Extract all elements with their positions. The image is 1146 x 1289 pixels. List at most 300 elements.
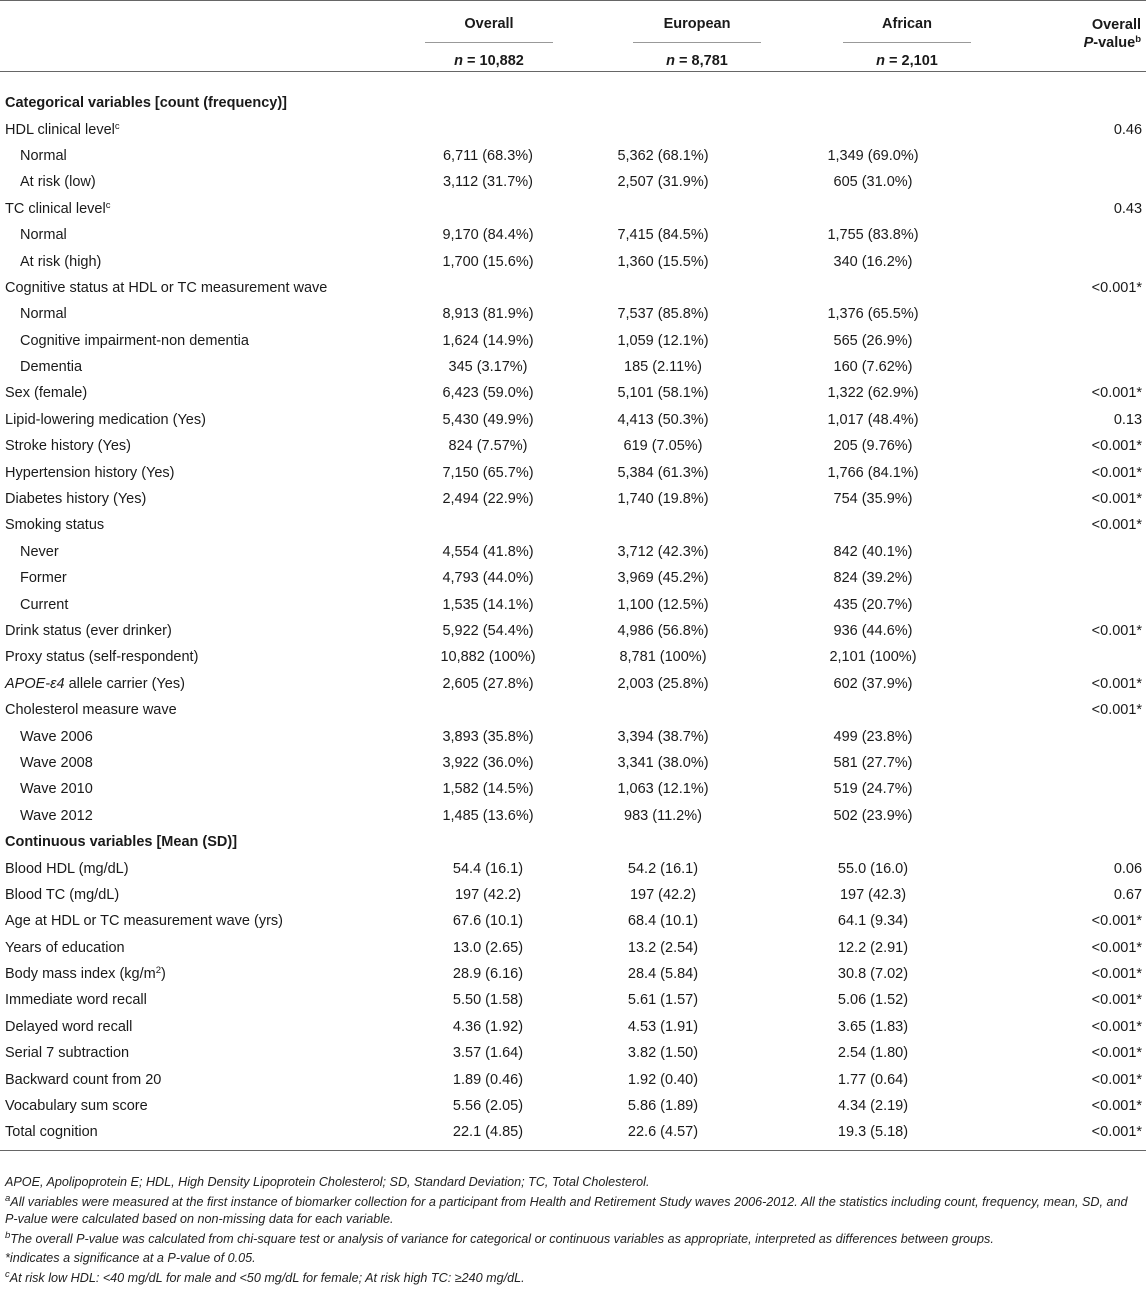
row-label bbox=[0, 591, 418, 617]
cell-european: 3,712 (42.3%) bbox=[617, 543, 709, 560]
row-label bbox=[0, 116, 418, 142]
row-label-text: Cholesterol measure wave bbox=[5, 702, 177, 719]
cell-pvalue: <0.001* bbox=[1091, 992, 1143, 1009]
cell-african: 1,766 (84.1%) bbox=[827, 464, 919, 481]
cell-european: 1,063 (12.1%) bbox=[617, 781, 709, 798]
p-sup: b bbox=[1135, 34, 1141, 45]
row-label-text: Lipid-lowering medication (Yes) bbox=[5, 411, 206, 428]
cell-overall: 1,624 (14.9%) bbox=[442, 332, 534, 349]
row-label-text: Wave 2012 bbox=[20, 807, 93, 824]
cell-european: 1,100 (12.5%) bbox=[617, 596, 709, 613]
col-overall bbox=[425, 16, 553, 69]
cell-european: 5.61 (1.57) bbox=[627, 992, 699, 1009]
cell-european: 3,341 (38.0%) bbox=[617, 754, 709, 771]
cell-european: 2,507 (31.9%) bbox=[617, 174, 709, 191]
cell-african: 754 (35.9%) bbox=[833, 491, 913, 508]
cell-european: 7,415 (84.5%) bbox=[617, 227, 709, 244]
cell-african: 55.0 (16.0) bbox=[837, 860, 909, 877]
cell-european: 4,986 (56.8%) bbox=[617, 623, 709, 639]
cell-african: 64.1 (9.34) bbox=[837, 913, 909, 930]
table-row bbox=[0, 222, 1146, 248]
col-african-rule bbox=[843, 42, 971, 43]
cell-african: 936 (44.6%) bbox=[833, 623, 913, 639]
cell-overall: 3,112 (31.7%) bbox=[442, 174, 533, 191]
cell-pvalue: <0.001* bbox=[1091, 939, 1143, 956]
cell-african bbox=[768, 275, 978, 301]
cell-african bbox=[768, 196, 978, 222]
row-label bbox=[0, 380, 418, 406]
table-row bbox=[0, 697, 1146, 723]
table-row bbox=[0, 776, 1146, 802]
table-row bbox=[0, 459, 1146, 485]
footnote-b bbox=[5, 1231, 1141, 1249]
cell-overall: 54.4 (16.1) bbox=[452, 860, 524, 877]
row-label-text: Serial 7 subtraction bbox=[5, 1045, 130, 1062]
row-label bbox=[0, 908, 418, 934]
row-label bbox=[0, 1040, 418, 1066]
cell-african: 605 (31.0%) bbox=[833, 174, 913, 191]
row-label bbox=[0, 1093, 418, 1119]
col-african-label: African bbox=[882, 16, 932, 32]
cell-overall: 4,554 (41.8%) bbox=[442, 543, 534, 560]
row-label-text: Hypertension history (Yes) bbox=[5, 464, 175, 481]
cell-overall: 28.9 (6.16) bbox=[452, 966, 524, 983]
row-label bbox=[0, 248, 418, 274]
cell-european: 5,362 (68.1%) bbox=[617, 147, 709, 164]
row-label-text: Blood HDL (mg/dL) bbox=[5, 860, 129, 877]
cell-overall bbox=[418, 116, 558, 142]
row-label-text: Never bbox=[20, 543, 59, 560]
cell-overall: 2,494 (22.9%) bbox=[442, 491, 534, 508]
cell-overall: 1,700 (15.6%) bbox=[442, 253, 534, 270]
cell-african bbox=[768, 116, 978, 142]
footnote-c-mark: c bbox=[5, 1268, 10, 1280]
cell-african: 581 (27.7%) bbox=[833, 754, 913, 771]
row-label bbox=[0, 143, 418, 169]
cell-pvalue: 0.06 bbox=[1113, 860, 1143, 877]
cell-pvalue: 0.46 bbox=[1113, 121, 1143, 138]
table-row bbox=[0, 987, 1146, 1013]
cell-european: 3,394 (38.7%) bbox=[617, 728, 709, 745]
row-label bbox=[0, 776, 418, 802]
row-label bbox=[0, 855, 418, 881]
table-row bbox=[0, 723, 1146, 749]
row-label bbox=[0, 301, 418, 327]
cell-overall: 1,535 (14.1%) bbox=[442, 596, 534, 613]
cell-overall: 3.57 (1.64) bbox=[452, 1045, 524, 1062]
table-row bbox=[0, 1119, 1146, 1150]
cell-african: 499 (23.8%) bbox=[833, 728, 913, 745]
cell-european: 1,360 (15.5%) bbox=[617, 253, 709, 270]
row-label bbox=[0, 697, 418, 723]
cell-overall: 5,922 (54.4%) bbox=[442, 623, 534, 639]
cell-european: 185 (2.11%) bbox=[624, 359, 702, 376]
n-label-1: n bbox=[454, 53, 463, 69]
cell-african: 2.54 (1.80) bbox=[837, 1045, 909, 1062]
footnotes bbox=[0, 1164, 1146, 1289]
row-label-text: Sex (female) bbox=[5, 385, 88, 402]
row-label bbox=[0, 486, 418, 512]
row-label bbox=[0, 618, 418, 644]
cell-overall: 5,430 (49.9%) bbox=[442, 411, 534, 428]
row-label bbox=[0, 882, 418, 908]
cell-african: 19.3 (5.18) bbox=[768, 1119, 978, 1150]
cell-african: 824 (39.2%) bbox=[833, 570, 913, 587]
row-label-superscript: 2 bbox=[155, 965, 161, 977]
cell-african: 502 (23.9%) bbox=[833, 807, 913, 824]
row-label-text: Former bbox=[20, 570, 67, 587]
cell-pvalue bbox=[978, 539, 1146, 565]
table-row bbox=[0, 1040, 1146, 1066]
cell-overall: 5.50 (1.58) bbox=[452, 992, 524, 1009]
footnote-b-text: The overall P-value was calculated from chi-square test or analysis of variance for categorical or continuous variables as appropriate, interpreted as differences between groups. bbox=[10, 1231, 994, 1246]
cell-african: 1,376 (65.5%) bbox=[827, 306, 919, 323]
cell-european: 4.53 (1.91) bbox=[627, 1018, 699, 1035]
cell-pvalue: <0.001* bbox=[1091, 702, 1143, 719]
cell-pvalue bbox=[978, 248, 1146, 274]
row-label bbox=[0, 539, 418, 565]
footnote-abbreviations: APOE, Apolipoprotein E; HDL, High Density Lipoprotein Cholesterol; SD, Standard Deviation; TC, Total Cholesterol. bbox=[5, 1175, 650, 1189]
table-row bbox=[0, 275, 1146, 301]
cell-overall bbox=[418, 512, 558, 538]
table-row bbox=[0, 486, 1146, 512]
row-label-text: Backward count from 20 bbox=[5, 1071, 162, 1088]
table-row bbox=[0, 1014, 1146, 1040]
table-row bbox=[0, 433, 1146, 459]
cell-european: 13.2 (2.54) bbox=[627, 939, 699, 956]
cell-pvalue: <0.001* bbox=[1091, 491, 1143, 508]
cell-pvalue: <0.001* bbox=[1091, 1045, 1143, 1062]
footnote-b-mark: b bbox=[5, 1229, 11, 1241]
row-label bbox=[0, 222, 418, 248]
cell-overall bbox=[418, 196, 558, 222]
table-row bbox=[0, 591, 1146, 617]
cell-pvalue bbox=[978, 644, 1146, 670]
row-label bbox=[0, 644, 418, 670]
col-pvalue-line2 bbox=[1084, 34, 1141, 52]
row-label-text: Cognitive status at HDL or TC measurement wave bbox=[5, 279, 328, 296]
n-overall: = 10,882 bbox=[467, 53, 524, 69]
cell-european: 68.4 (10.1) bbox=[627, 913, 699, 930]
row-label-text: Immediate word recall bbox=[5, 992, 147, 1009]
cell-european: 2,003 (25.8%) bbox=[617, 675, 709, 692]
cell-overall: 6,423 (59.0%) bbox=[442, 385, 534, 402]
n-label-2: n bbox=[666, 53, 676, 69]
cell-pvalue: 0.43 bbox=[1113, 200, 1143, 217]
row-label bbox=[0, 275, 418, 301]
cell-pvalue bbox=[978, 354, 1146, 380]
row-label-text: Stroke history (Yes) bbox=[5, 438, 131, 455]
footnote-c-text: At risk low HDL: <40 mg/dL for male and <50 mg/dL for female; At risk high TC: ≥240 mg/dL. bbox=[9, 1270, 525, 1285]
table-body bbox=[0, 90, 1146, 1151]
cell-african: 1,322 (62.9%) bbox=[827, 385, 919, 402]
table-row bbox=[0, 539, 1146, 565]
cell-pvalue bbox=[978, 143, 1146, 169]
table-row bbox=[0, 512, 1146, 538]
row-label bbox=[0, 459, 418, 485]
cell-pvalue: <0.001* bbox=[1091, 675, 1143, 692]
row-label bbox=[0, 803, 418, 829]
row-label-text: Wave 2006 bbox=[20, 728, 93, 745]
cell-european: 1,740 (19.8%) bbox=[617, 491, 709, 508]
row-label bbox=[0, 328, 418, 354]
row-label-text: Proxy status (self-respondent) bbox=[5, 649, 199, 666]
col-pvalue-line1: Overall bbox=[1091, 17, 1141, 33]
footnote-a-text: All variables were measured at the first instance of biomarker collection for a participant from Health and Retirement Study waves 2006-2012. All the statistics including count, frequency, mean, SD, and P-value were calculated based on non-missing data for each variable. bbox=[5, 1194, 1128, 1226]
footnote-a-mark: a bbox=[5, 1192, 11, 1204]
row-label-text: Current bbox=[20, 596, 69, 613]
n-african: = 2,101 bbox=[889, 53, 938, 69]
row-label bbox=[0, 512, 418, 538]
section-row bbox=[0, 829, 1146, 855]
row-label-text: At risk (high) bbox=[20, 253, 102, 270]
col-african-n bbox=[843, 53, 971, 69]
cell-overall: 197 (42.2) bbox=[454, 886, 522, 903]
row-label bbox=[0, 565, 418, 591]
table-row bbox=[0, 671, 1146, 697]
cell-european: 3,969 (45.2%) bbox=[617, 570, 709, 587]
table-row bbox=[0, 116, 1146, 142]
cell-african: 1.77 (0.64) bbox=[837, 1071, 909, 1088]
col-european-label: European bbox=[663, 16, 731, 32]
cell-european: 4,413 (50.3%) bbox=[617, 411, 709, 428]
cell-african: 1,755 (83.8%) bbox=[827, 227, 919, 244]
cell-african: 30.8 (7.02) bbox=[837, 966, 909, 983]
footnote-a bbox=[5, 1194, 1141, 1229]
row-label-text: Wave 2008 bbox=[20, 754, 93, 771]
row-label bbox=[0, 433, 418, 459]
cell-pvalue: <0.001* bbox=[1091, 438, 1143, 455]
cell-overall: 7,150 (65.7%) bbox=[442, 464, 534, 481]
footnote-c bbox=[5, 1270, 1141, 1288]
cell-european: 3.82 (1.50) bbox=[627, 1045, 699, 1062]
cell-european: 5,384 (61.3%) bbox=[617, 464, 709, 481]
row-label bbox=[0, 987, 418, 1013]
p-rest: -value bbox=[1093, 35, 1136, 51]
table-row bbox=[0, 407, 1146, 433]
row-label-sup: c bbox=[105, 199, 111, 211]
cell-pvalue: <0.001* bbox=[1091, 1098, 1143, 1115]
cell-overall: 22.1 (4.85) bbox=[418, 1119, 558, 1150]
cell-pvalue bbox=[978, 301, 1146, 327]
row-label-text: At risk (low) bbox=[20, 174, 96, 191]
cell-overall: 67.6 (10.1) bbox=[452, 913, 524, 930]
table-row bbox=[0, 143, 1146, 169]
cell-overall: 2,605 (27.8%) bbox=[442, 675, 534, 692]
row-label-text: Normal bbox=[20, 306, 67, 323]
cell-pvalue: <0.001* bbox=[1091, 966, 1143, 983]
cell-pvalue bbox=[978, 222, 1146, 248]
n-european: = 8,781 bbox=[679, 53, 728, 69]
table-row bbox=[0, 248, 1146, 274]
cell-african: 842 (40.1%) bbox=[833, 543, 913, 560]
row-label-text: Total cognition bbox=[5, 1124, 98, 1141]
table-row bbox=[0, 961, 1146, 987]
cell-overall: 4.36 (1.92) bbox=[452, 1018, 524, 1035]
cell-european bbox=[558, 116, 768, 142]
col-european-n bbox=[633, 53, 761, 69]
table-row bbox=[0, 196, 1146, 222]
row-label-text: Normal bbox=[20, 147, 67, 164]
section-row bbox=[0, 90, 1146, 116]
row-label bbox=[0, 169, 418, 195]
row-label bbox=[0, 354, 418, 380]
cell-pvalue: <0.001* bbox=[1091, 623, 1143, 639]
col-african bbox=[843, 16, 971, 69]
table-row bbox=[0, 565, 1146, 591]
row-label bbox=[0, 750, 418, 776]
cell-pvalue: <0.001* bbox=[1091, 464, 1143, 481]
row-label bbox=[0, 196, 418, 222]
cell-overall bbox=[418, 275, 558, 301]
cell-african: 197 (42.3) bbox=[839, 886, 907, 903]
cell-overall: 1.89 (0.46) bbox=[452, 1071, 524, 1088]
cell-african: 160 (7.62%) bbox=[833, 359, 913, 376]
cell-pvalue: 0.13 bbox=[1113, 411, 1143, 428]
cell-african: 2,101 (100%) bbox=[829, 649, 917, 666]
row-label bbox=[0, 961, 418, 987]
cell-european bbox=[558, 697, 768, 723]
col-overall-rule bbox=[425, 42, 553, 43]
cell-african: 5.06 (1.52) bbox=[837, 992, 909, 1009]
row-label-text: Vocabulary sum score bbox=[5, 1098, 148, 1115]
table-row bbox=[0, 618, 1146, 644]
cell-european: 5.86 (1.89) bbox=[627, 1098, 699, 1115]
cell-overall bbox=[418, 697, 558, 723]
cell-european: 7,537 (85.8%) bbox=[617, 306, 709, 323]
row-label-text: HDL clinical level bbox=[5, 121, 115, 138]
cell-european: 54.2 (16.1) bbox=[627, 860, 699, 877]
row-label-text: Smoking status bbox=[5, 517, 105, 534]
cell-overall: 8,913 (81.9%) bbox=[442, 306, 534, 323]
row-label bbox=[0, 723, 418, 749]
cell-european bbox=[558, 512, 768, 538]
table-row bbox=[0, 1093, 1146, 1119]
cell-pvalue bbox=[978, 776, 1146, 802]
cell-european: 28.4 (5.84) bbox=[627, 966, 699, 983]
row-label bbox=[0, 671, 418, 697]
row-label bbox=[0, 1066, 418, 1092]
row-label-text: Normal bbox=[20, 227, 67, 244]
cell-pvalue: <0.001* bbox=[1091, 517, 1143, 534]
n-label-3: n bbox=[876, 53, 886, 69]
row-label-text: Drink status (ever drinker) bbox=[5, 623, 172, 639]
row-label bbox=[0, 1014, 418, 1040]
cell-european: 983 (11.2%) bbox=[624, 807, 702, 824]
cell-european: 1.92 (0.40) bbox=[627, 1071, 699, 1088]
row-label bbox=[0, 407, 418, 433]
cell-overall: 1,582 (14.5%) bbox=[442, 781, 534, 798]
cell-pvalue: <0.001* bbox=[1091, 279, 1143, 296]
row-label-text: Body mass index (kg/m bbox=[5, 966, 156, 983]
row-label-text: Cognitive impairment-non dementia bbox=[20, 332, 249, 349]
cell-african: 340 (16.2%) bbox=[833, 253, 913, 270]
cell-pvalue bbox=[978, 591, 1146, 617]
cell-pvalue: <0.001* bbox=[1091, 913, 1143, 930]
cell-overall: 9,170 (84.4%) bbox=[442, 227, 534, 244]
cell-african: 435 (20.7%) bbox=[833, 596, 913, 613]
cell-african: 602 (37.9%) bbox=[833, 675, 913, 692]
row-label-text: allele carrier (Yes) bbox=[64, 675, 185, 692]
cell-pvalue: <0.001* bbox=[1091, 1071, 1143, 1088]
row-label-text: Diabetes history (Yes) bbox=[5, 491, 147, 508]
cell-overall: 6,711 (68.3%) bbox=[442, 147, 533, 164]
table-row bbox=[0, 935, 1146, 961]
cell-african: 3.65 (1.83) bbox=[837, 1018, 909, 1035]
cell-pvalue: 0.67 bbox=[1113, 886, 1143, 903]
table-row bbox=[0, 855, 1146, 881]
cell-pvalue bbox=[978, 723, 1146, 749]
table-row bbox=[0, 750, 1146, 776]
cell-african bbox=[768, 512, 978, 538]
row-label-text: TC clinical level bbox=[5, 200, 106, 217]
col-european-rule bbox=[633, 42, 761, 43]
table-row bbox=[0, 1066, 1146, 1092]
row-label bbox=[0, 1119, 418, 1150]
cell-overall: 3,893 (35.8%) bbox=[442, 728, 534, 745]
cell-african: 1,017 (48.4%) bbox=[827, 411, 919, 428]
cell-european: 5,101 (58.1%) bbox=[617, 385, 709, 402]
cell-overall: 4,793 (44.0%) bbox=[442, 570, 534, 587]
section-heading: Categorical variables [count (frequency)] bbox=[5, 95, 288, 112]
cell-european: 1,059 (12.1%) bbox=[617, 332, 709, 349]
cell-european: 619 (7.05%) bbox=[623, 438, 703, 455]
col-overall-n bbox=[425, 53, 553, 69]
cell-african: 565 (26.9%) bbox=[833, 332, 913, 349]
cell-pvalue bbox=[978, 328, 1146, 354]
row-label-suffix: ) bbox=[161, 966, 166, 983]
table-row bbox=[0, 380, 1146, 406]
cell-african bbox=[768, 697, 978, 723]
cell-overall: 824 (7.57%) bbox=[448, 438, 528, 455]
table-head bbox=[0, 0, 1146, 72]
cell-african: 519 (24.7%) bbox=[833, 781, 913, 798]
cell-european: 197 (42.2) bbox=[629, 886, 697, 903]
cell-overall: 3,922 (36.0%) bbox=[442, 754, 534, 771]
table-row bbox=[0, 328, 1146, 354]
col-overall-label: Overall bbox=[464, 16, 514, 32]
cell-pvalue bbox=[978, 750, 1146, 776]
table-row bbox=[0, 908, 1146, 934]
cell-african: 4.34 (2.19) bbox=[837, 1098, 909, 1115]
cell-european bbox=[558, 196, 768, 222]
p-italic: P bbox=[1083, 35, 1094, 51]
table-rows bbox=[0, 90, 1146, 1150]
footnote-star: *indicates a significance at a P-value of 0.05. bbox=[5, 1251, 256, 1265]
cell-european bbox=[558, 275, 768, 301]
table-row bbox=[0, 354, 1146, 380]
cell-european: 8,781 (100%) bbox=[619, 649, 707, 666]
cell-pvalue: <0.001* bbox=[1091, 385, 1143, 402]
row-label-text: Dementia bbox=[20, 359, 83, 376]
table-row bbox=[0, 882, 1146, 908]
section-heading: Continuous variables [Mean (SD)] bbox=[5, 834, 238, 851]
col-pvalue bbox=[1084, 16, 1141, 52]
table-row bbox=[0, 803, 1146, 829]
row-label-text: Delayed word recall bbox=[5, 1018, 133, 1035]
cell-overall: 10,882 (100%) bbox=[440, 649, 536, 666]
row-label-italic: APOE-ε4 bbox=[5, 675, 65, 692]
row-label-text: Age at HDL or TC measurement wave (yrs) bbox=[5, 913, 284, 930]
cell-pvalue bbox=[978, 565, 1146, 591]
cell-overall: 5.56 (2.05) bbox=[452, 1098, 524, 1115]
cell-pvalue bbox=[978, 169, 1146, 195]
table-row bbox=[0, 169, 1146, 195]
row-label bbox=[0, 935, 418, 961]
cell-overall: 1,485 (13.6%) bbox=[442, 807, 534, 824]
table-row bbox=[0, 644, 1146, 670]
cell-african: 1,349 (69.0%) bbox=[827, 147, 919, 164]
